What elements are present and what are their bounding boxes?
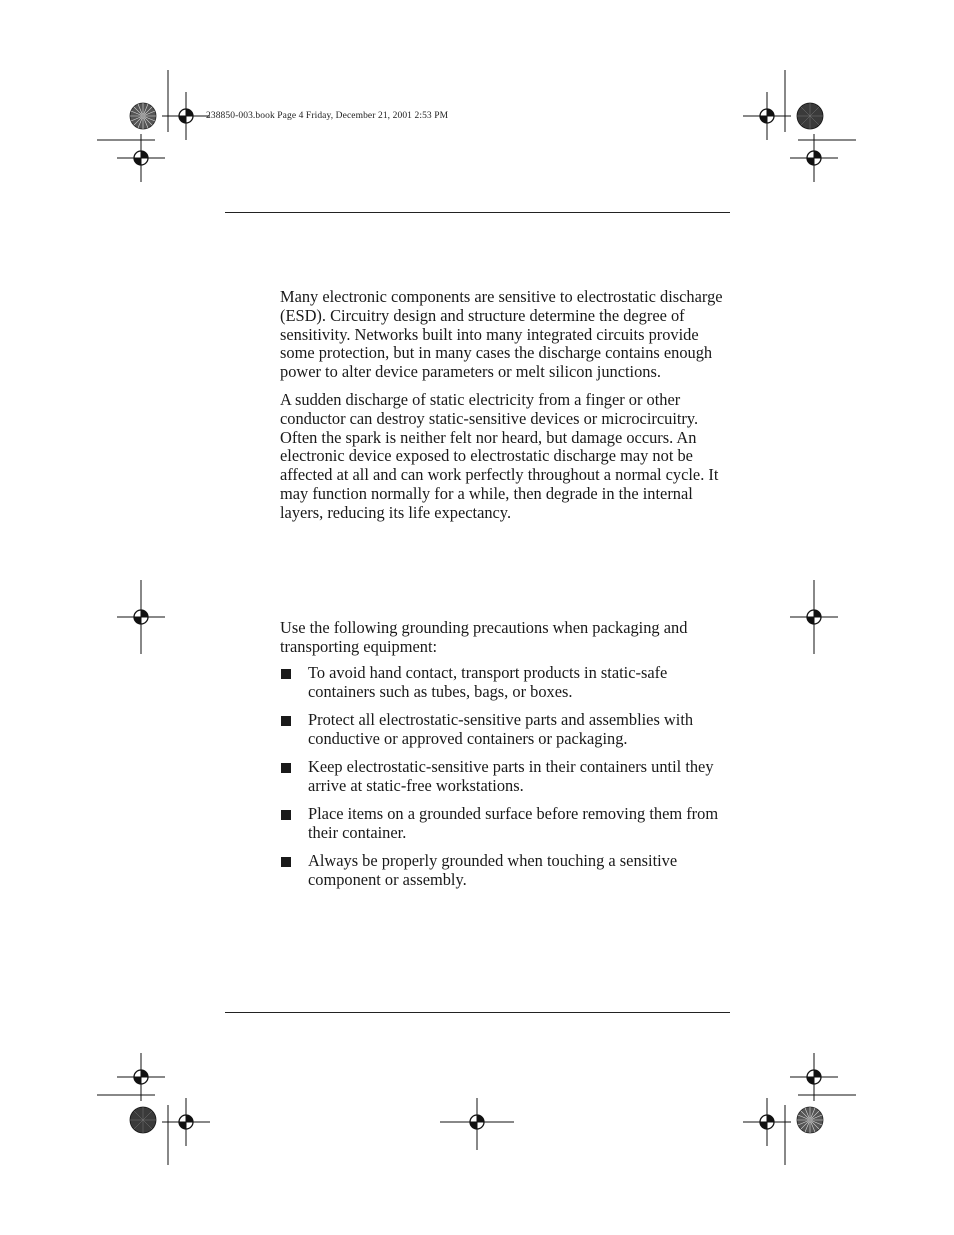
- starburst-mark-top-right: [797, 103, 823, 129]
- registration-mark: [117, 1053, 165, 1101]
- list-item: [280, 711, 732, 749]
- list-item-text: Place items on a grounded surface before removing them from their container.: [308, 804, 719, 843]
- list-item-text: Protect all electrostatic-sensitive parts and assemblies with conductive or approved containers or packaging.: [308, 710, 694, 748]
- registration-mark: [117, 134, 165, 182]
- starburst-mark-bottom-right: [797, 1107, 823, 1133]
- packaging-intro: [280, 619, 732, 666]
- bullet-square-icon: [281, 763, 291, 773]
- paragraph: Many electronic components are sensitive to electrostatic discharge (ESD). Circuitry design and structure determine the degree of sensitivity. Networks built into many integrated circuits provide some protection, but in many cases the discharge contains enough power to alter device parameters or melt silicon junctions.: [280, 287, 723, 382]
- starburst-mark-bottom-left: [130, 1107, 156, 1133]
- top-rule: [225, 212, 730, 213]
- esd-description-section: [280, 288, 732, 532]
- registration-mark: [162, 92, 210, 140]
- list-item-text: Keep electrostatic-sensitive parts in their containers until they arrive at static-free workstations.: [308, 757, 714, 795]
- precautions-list: [280, 664, 732, 899]
- list-item-text: Always be properly grounded when touching a sensitive component or assembly.: [308, 851, 678, 890]
- paragraph: Use the following grounding precautions when packaging and transporting equipment:: [280, 618, 688, 656]
- list-item: [280, 805, 732, 843]
- registration-mark: [743, 92, 791, 140]
- list-item-text: To avoid hand contact, transport products in static-safe containers such as tubes, bags, or boxes.: [308, 663, 668, 701]
- book-slug-header: 238850-003.book Page 4 Friday, December 21, 2001 2:53 PM: [206, 111, 449, 121]
- bullet-square-icon: [281, 857, 291, 867]
- starburst-mark-top-left: [130, 103, 156, 129]
- bullet-square-icon: [281, 716, 291, 726]
- registration-mark: [790, 1053, 838, 1101]
- paragraph: A sudden discharge of static electricity from a finger or other conductor can destroy static-sensitive devices or microcircuitry. Often the spark is neither felt nor heard, but damage occurs. An electronic device exposed to electrostatic discharge may not be affected at all and can work perfectly throughout a normal cycle. It may function normally for a while, then degrade in the internal layers, reducing its life expectancy.: [280, 389, 719, 522]
- list-item: [280, 758, 732, 796]
- list-item: [280, 664, 732, 702]
- registration-mark: [743, 1098, 791, 1146]
- bullet-square-icon: [281, 669, 291, 679]
- bullet-square-icon: [281, 810, 291, 820]
- list-item: [280, 852, 732, 890]
- registration-mark: [162, 1098, 210, 1146]
- bottom-rule: [225, 1012, 730, 1013]
- registration-mark: [790, 134, 838, 182]
